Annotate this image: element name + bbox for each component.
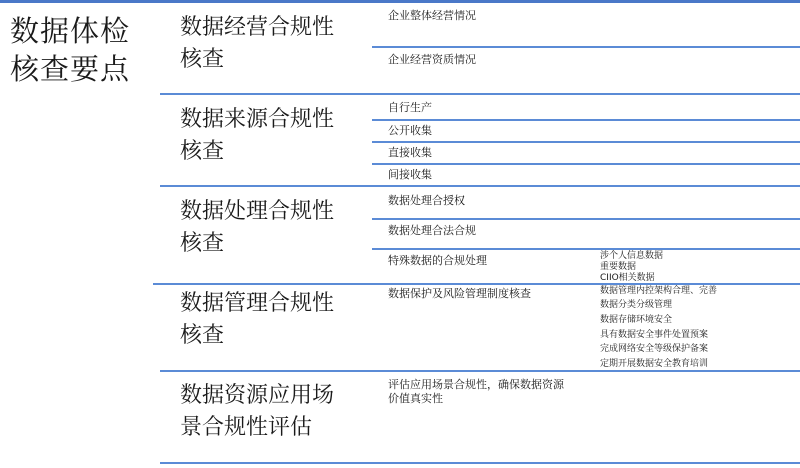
item-indirect-collection: 间接收集 <box>388 168 432 181</box>
subitem-security-training: 定期开展数据安全教育培训 <box>600 359 709 369</box>
divider <box>372 46 800 48</box>
section-title-source-compliance <box>180 104 370 168</box>
subitem-internal-control: 数据管理内控架构合理、完善 <box>600 286 718 296</box>
divider <box>372 218 800 220</box>
section-title-scenario-assessment <box>180 380 370 444</box>
subitem-storage-security: 数据存储环境安全 <box>600 315 673 325</box>
item-special-data-processing: 特殊数据的合规处理 <box>388 254 487 267</box>
divider <box>372 163 800 165</box>
section-title-line: 数据管理合规性 <box>180 291 335 316</box>
section-title-line: 核查 <box>180 139 225 164</box>
item-processing-legality: 数据处理合法合规 <box>388 224 476 237</box>
section-divider <box>160 462 800 464</box>
section-title-line: 核查 <box>180 323 225 348</box>
item-overall-operations: 企业整体经营情况 <box>388 9 476 22</box>
subitem-mlps-filing: 完成网络安全等级保护备案 <box>600 344 709 354</box>
top-accent-bar <box>0 0 800 3</box>
subitem-personal-info-data: 涉个人信息数据 <box>600 251 664 261</box>
subitem-classification: 数据分类分级管理 <box>600 300 673 310</box>
section-title-line: 数据来源合规性 <box>180 107 335 132</box>
subitem-incident-plan: 具有数据安全事件处置预案 <box>600 330 709 340</box>
section-divider <box>160 185 800 187</box>
section-title-business-compliance <box>180 12 370 76</box>
item-public-collection: 公开收集 <box>388 124 432 137</box>
item-direct-collection: 直接收集 <box>388 146 432 159</box>
divider <box>372 248 800 250</box>
main-title-line-2: 核查要点 <box>10 52 131 86</box>
section-divider <box>153 283 800 285</box>
section-title-management-compliance <box>180 288 370 352</box>
item-processing-authorization: 数据处理合授权 <box>388 194 465 207</box>
section-title-line: 数据经营合规性 <box>180 15 335 40</box>
section-divider <box>160 370 800 372</box>
main-title <box>10 12 150 88</box>
item-self-production: 自行生产 <box>388 101 432 114</box>
section-title-line: 核查 <box>180 47 225 72</box>
section-divider <box>160 93 800 95</box>
subitem-important-data: 重要数据 <box>600 262 637 272</box>
section-title-line: 核查 <box>180 231 225 256</box>
divider <box>372 119 800 121</box>
divider <box>372 141 800 143</box>
item-scenario-compliance-line-1: 评估应用场景合规性，确保数据资源 <box>388 378 564 391</box>
subitem-ciio-data: CIIO相关数据 <box>600 273 655 283</box>
section-title-processing-compliance <box>180 196 370 260</box>
main-title-line-1: 数据体检 <box>10 14 131 48</box>
section-title-line: 景合规性评估 <box>180 415 313 440</box>
item-operation-qualifications: 企业经营资质情况 <box>388 53 476 66</box>
item-protection-risk-system: 数据保护及风险管理制度核查 <box>388 287 531 300</box>
section-title-line: 数据资源应用场 <box>180 383 335 408</box>
section-title-line: 数据处理合规性 <box>180 199 335 224</box>
item-scenario-compliance-line-2: 价值真实性 <box>388 392 443 405</box>
